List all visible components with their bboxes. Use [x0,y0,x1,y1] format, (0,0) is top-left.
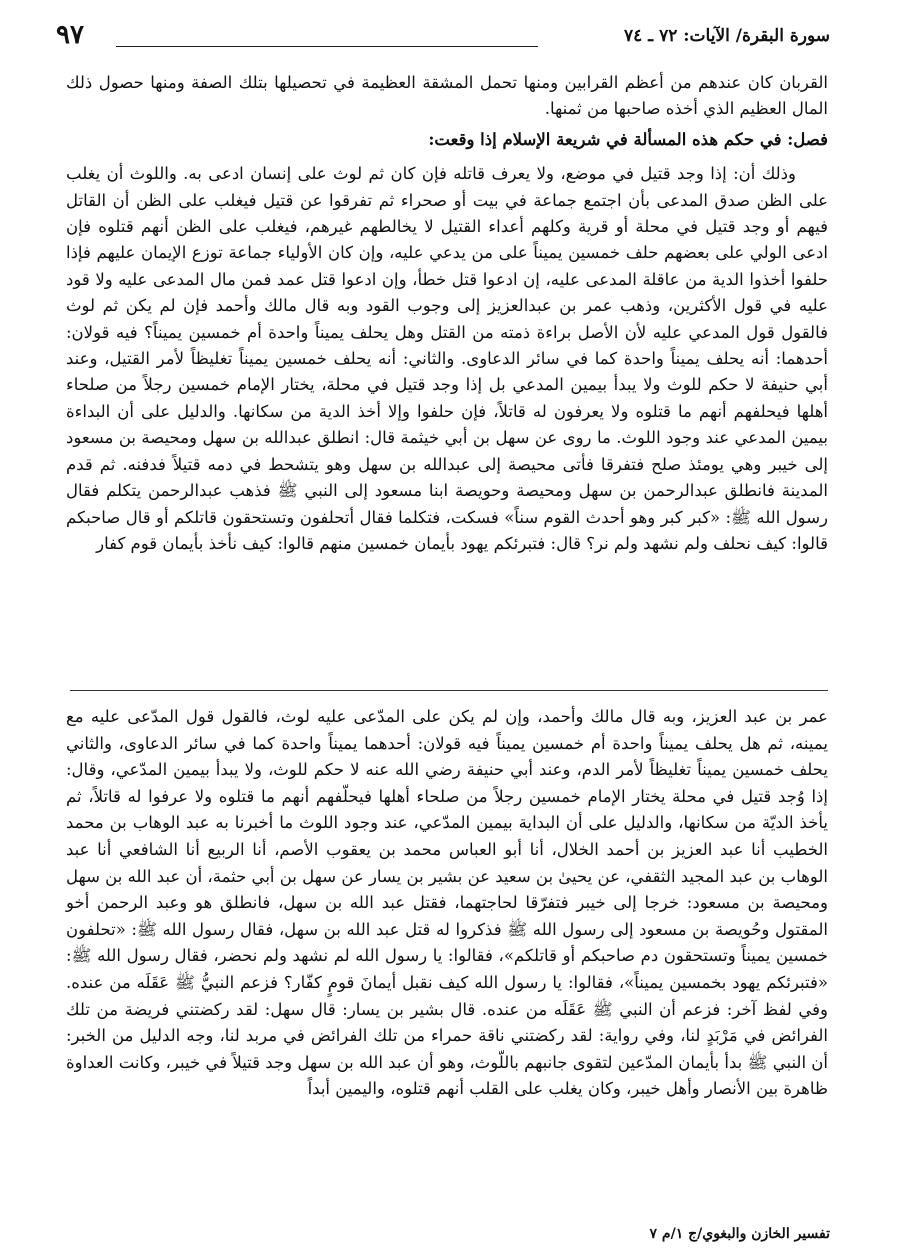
commentary-paragraph: عمر بن عبد العزيز، وبه قال مالك وأحمد، وإن لم يكن على المدّعى عليه لوث، فالقول قول المدّعى عليه مع يمينه، ثم هل يحلف يميناً واحدة أم خمسين يميناً فيه قولان: أحدهما يميناً واحدة كما في سائر الدعاوى، والثاني يحلف خمسين يميناً تغليظاً لأمر الدم، وعند أبي حنيفة رضي الله عنه لا حكم للوث، ولا يبدأ بيمين المدّعي، وقال: إذا وُجد قتيل في محلة يختار الإمام خمسين رجلاً من صلحاء أهلها فيحلّفهم أنهم ما قتلوه ولا عرفوا له قاتلاً، ثم يأخذ الديّة من سكانها، والدليل على أن البداية بيمين المدّعي، عند وجود اللوث ما أخبرنا به عبد الوهاب بن محمد الخطيب أنا عبد العزيز بن أحمد الخلال، أنا أبو العباس محمد بن يعقوب الأصم، أنا الربيع أنا الشافعي أنا عبد الوهاب بن عبد المجيد الثقفي، عن يحيىٰ بن سعيد عن بشير بن يسار عن سهل بن أبي حثمة، أن عبد الله بن سهل ومحيصة بن مسعود: خرجا إلى خيبر فتفرّقا لحاجتهما، فقتل عبد الله بن سهل، فانطلق هو وعبد الرحمن أخو المقتول وحُويصة بن مسعود إلى رسول الله ﷺ فذكروا له قتل عبد الله بن سهل، فقال رسول الله ﷺ: «تحلفون خمسين يميناً وتستحقون دم صاحبكم أو قاتلكم»، فقالوا: يا رسول الله لم نشهد ولم نحضر، فقال رسول الله ﷺ: «فتبرئكم يهود بخمسين يميناً»، فقالوا: يا رسول الله كيف نقبل أيمانَ قومٍ كفّار؟ فزعم النبيُّ ﷺ عَقَلَه من عنده. وفي لفظ آخر: فزعم أن النبي ﷺ عَقَلَه من عنده. قال بشير بن يسار: قال سهل: لقد ركضتني فريضة من تلك الفرائض في مَرْبَدٍ لنا، وفي رواية: لقد ركضتني ناقة حمراء من تلك الفرائض في مربد لنا، وجه الدليل من الخبر: أن النبي ﷺ بدأ بأيمان المدّعين لتقوى جانبهم باللّوث، وهو أن عبد الله بن سهل وجد قتيلاً في خيبر، وكانت العداوة ظاهرة بين الأنصار وأهل خيبر، وكان يغلب على القلب أنهم قتلوه، واليمين أبداً [66,707,828,1099]
commentary-text [66,704,828,1103]
footnote-divider [70,690,828,691]
page-footer: تفسير الخازن والبغوي/ج ١/م ٧ [649,1226,830,1242]
section-heading: فصل: في حكم هذه المسألة في شريعة الإسلام إذا وقعت: [428,129,828,149]
intro-paragraph: القربان كان عندهم من أعظم القرابين ومنها تحمل المشقة العظيمة في تحصيلها بتلك الصفة ومنها حصول ذلك المال العظيم الذي أخذه صاحبها من ثمنها. [66,73,828,119]
header-rule [116,46,538,47]
main-text [66,70,828,557]
running-title: سورة البقرة/ الآيات: ٧٢ ـ ٧٤ [624,26,830,46]
page-number: ٩٧ [56,20,84,50]
page-header [56,20,830,56]
body-paragraph: وذلك أن: إذا وجد قتيل في موضع، ولا يعرف قاتله فإن كان ثم لوث على إنسان ادعى به. واللوث أن يغلب على الظن صدق المدعى بأن اجتمع جماعة في بيت أو صحراء ثم تفرقوا عن قتيل فيغلب على الظن أن القاتل فيهم أو وجد قتيل في محلة أو قرية وكلهم أعداء القتيل لا يخالطهم غيرهم، فيغلب على الظن أنهم قتلوه فإن ادعى الولي على بعضهم حلف خمسين يميناً على من يدعي عليه، وإن كان الأولياء جماعة توزع الإيمان عليهم فإذا حلفوا أخذوا الدية من عاقلة المدعى عليه، إن ادعوا قتل خطأ، وإن ادعوا قتل عمد فمن مال المدعى عليه ولا قود عليه في قول الأكثرين، وذهب عمر بن عبدالعزيز إلى وجوب القود وبه قال مالك وأحمد فإن لم يكن ثم لوث فالقول قول المدعي عليه لأن الأصل براءة ذمته من القتل وهل يحلف يميناً واحدة أم خمسين يميناً؟ فيه قولان: أحدهما: أنه يحلف يميناً واحدة كما في سائر الدعاوى. والثاني: أنه يحلف خمسين يميناً تغليظاً لأمر القتيل، وعند أبي حنيفة لا حكم للوث ولا يبدأ بيمين المدعي بل إذا وجد قتيل في محلة، يختار الإمام خمسين رجلاً من صلحاء أهلها فيحلفهم أنهم ما قتلوه ولا يعرفون له قاتلاً، فإن حلفوا وإلا أخذ الدية من سكانها. والدليل على أن البداءة بيمين المدعي عند وجود اللوث. ما روى عن سهل بن أبي خيثمة قال: انطلق عبدالله بن سهل ومحيصة بن مسعود إلى خيبر وهي يومئذ صلح فتفرقا فأتى محيصة إلى عبدالله بن سهل وهو يتشحط في دمه قتيلاً فدفنه. ثم قدم المدينة فانطلق عبدالرحمن بن سهل ومحيصة وحويصة ابنا مسعود إلى النبي ﷺ فذهب عبدالرحمن يتكلم فقال رسول الله ﷺ: «كبر كبر وهو أحدث القوم سناً» فسكت، فتكلما فقال أتحلفون وتستحقون قاتلكم أو قال صاحبكم قالوا: كيف نحلف ولم نشهد ولم نر؟ قال: فتبرئكم يهود بأيمان خمسين منهم قالوا: كيف نأخذ بأيمان قوم كفار [66,164,828,553]
